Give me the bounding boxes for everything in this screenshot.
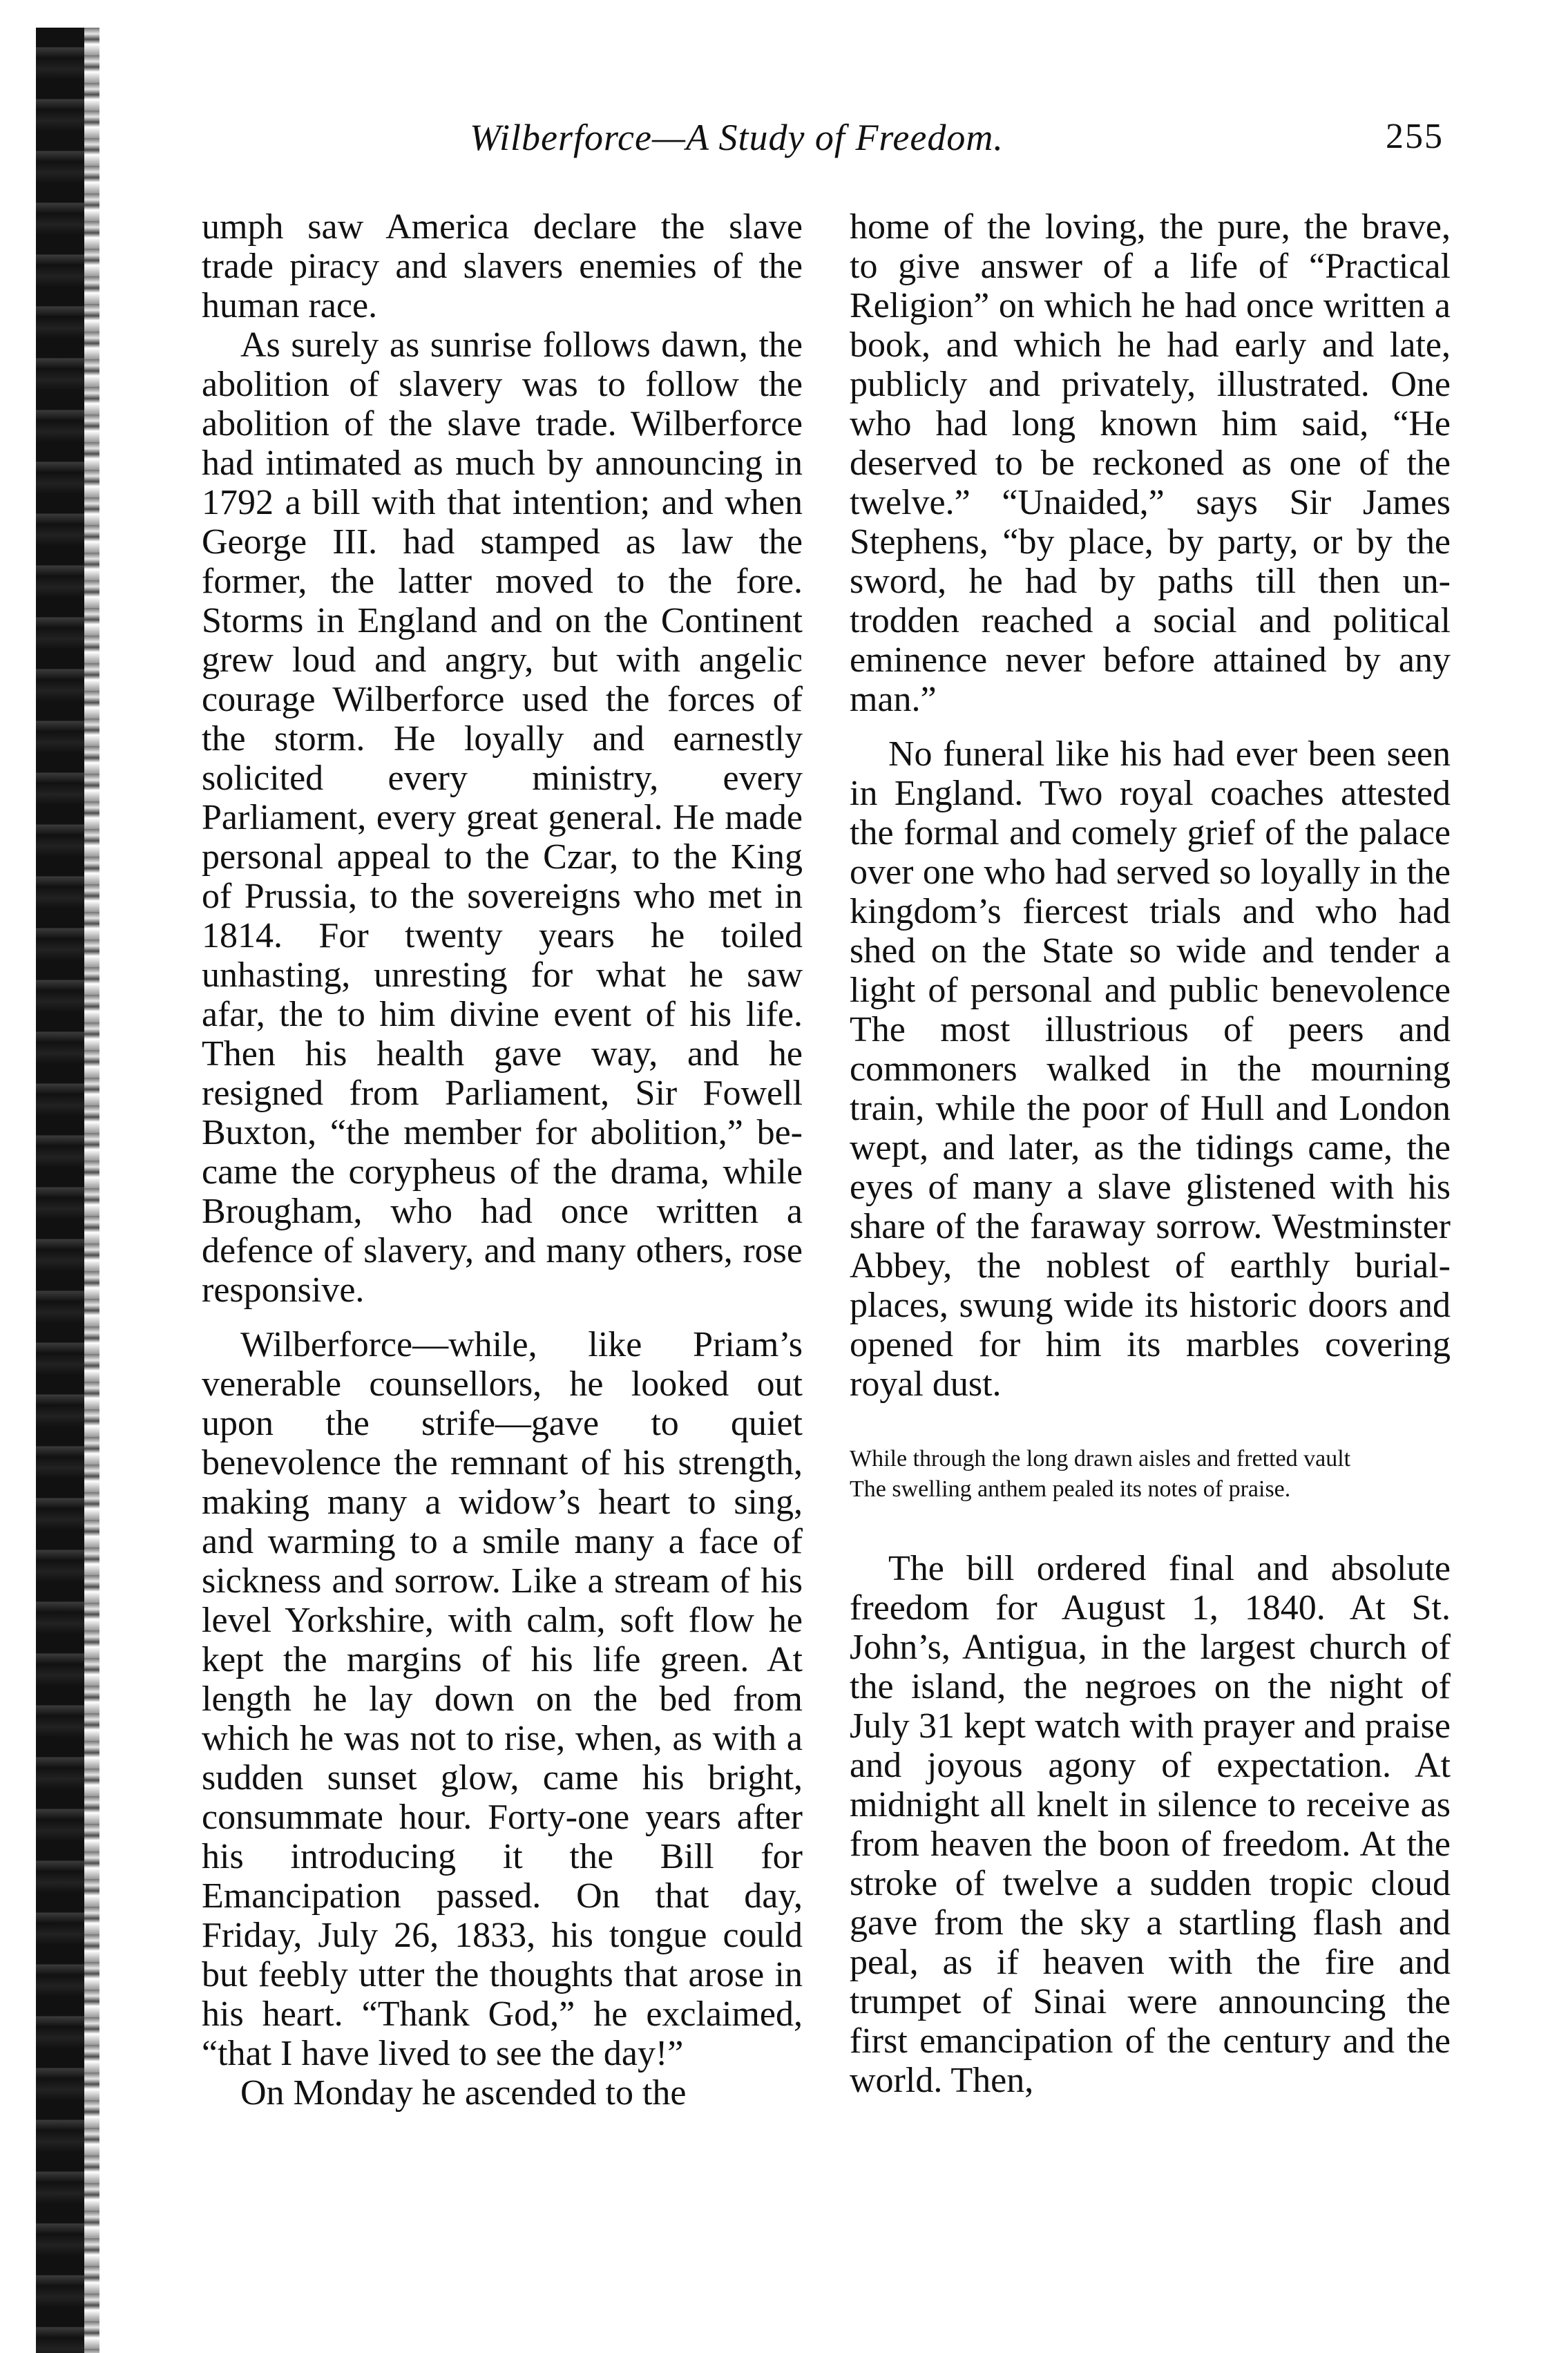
verse-line: The swelling anthem pealed its notes of praise. bbox=[850, 1476, 1291, 1502]
paragraph: The bill ordered final and absolute freedom for August 1, 1840. At St. John’s, Antigua, in the largest church of the island, the negroes on the night of July 31 kept watch with prayer and praise and joyous agony of expectation. At midnight all knelt in silence to receive as from heaven the boon of freedom. At the stroke of twelve a sudden tropic cloud gave from the sky a startling flash and peal, as if heaven with the fire and trumpet of Sinai were announcing the first emancipation of the century and the world. Then, bbox=[850, 1549, 1451, 2100]
page-header bbox=[200, 116, 1444, 178]
page-number: 255 bbox=[1386, 117, 1444, 156]
paragraph: No funeral like his had ever been seen in England. Two royal coaches attested the formal and comely grief of the palace over one who had served so loyally in the kingdom’s fiercest trials and who had shed on the State so wide and tender a light of personal and public benevolence The most illustrious of peers and commoners walked in the mourning train, while the poor of Hull and London wept, and later, as the tidings came, the eyes of many a slave glistened with his share of the faraway sorrow. Westminster Abbey, the noblest of earthly burial-places, swung wide its historic doors and opened for him its marbles covering royal dust. bbox=[850, 734, 1451, 1404]
verse-line: While through the long drawn aisles and fretted vault bbox=[850, 1446, 1351, 1471]
paragraph: As surely as sunrise follows dawn, the abolition of slavery was to follow the abolition of the slave trade. Wilberforce had intimated as much by announcing in 1792 a bill with that intention; and when George III. had stamped as law the former, the latter moved to the fore. Storms in England and on the Continent grew loud and angry, but with angelic courage Wilberforce used the forces of the storm. He loyally and earnestly solicited every ministry, every Parliament, every great general. He made personal appeal to the Czar, to the King of Prussia, to the sovereigns who met in 1814. For twenty years he toiled unhasting, unresting for what he saw afar, the to him divine event of his life. Then his health gave way, and he resigned from Parliament, Sir Fowell Buxton, “the member for abolition,” became the corypheus of the drama, while Brougham, who had once written a defence of slavery, and many others, rose responsive. bbox=[202, 325, 803, 1310]
paragraph: On Monday he ascended to the bbox=[240, 2073, 687, 2113]
right-column bbox=[850, 207, 1451, 2100]
paragraph: umph saw America declare the slave trade piracy and slavers enemies of the human race. bbox=[202, 207, 803, 325]
left-column bbox=[202, 207, 803, 2113]
verse-quotation bbox=[850, 1445, 1451, 1503]
paragraph: Wilberforce—while, like Priam’s venerable counsellors, he looked out upon the strife—gave to quiet benevolence the remnant of his strength, making many a widow’s heart to sing, and warming to a smile many a face of sickness and sorrow. Like a stream of his level Yorkshire, with calm, soft flow he kept the margins of his life green. At length he lay down on the bed from which he was not to rise, when, as with a sudden sunset glow, came his bright, consummate hour. Forty-one years after his introducing it the Bill for Emancipation passed. On that day, Friday, July 26, 1833, his tongue could but feebly utter the thoughts that arose in his heart. “Thank God,” he exclaimed, “that I have lived to see the day!” bbox=[202, 1325, 803, 2073]
running-title: Wilberforce—A Study of Freedom. bbox=[470, 117, 1004, 158]
paragraph: home of the loving, the pure, the brave, to give answer of a life of “Practical Religion” on which he had once written a book, and which he had early and late, publicly and privately, illustrated. One who had long known him said, “He deserved to be reckoned as one of the twelve.” “Unaided,” says Sir James Stephens, “by place, by party, or by the sword, he had by paths till then untrodden reached a social and political eminence never before attained by any man.” bbox=[850, 207, 1451, 719]
book-binding-edge bbox=[36, 28, 84, 2353]
